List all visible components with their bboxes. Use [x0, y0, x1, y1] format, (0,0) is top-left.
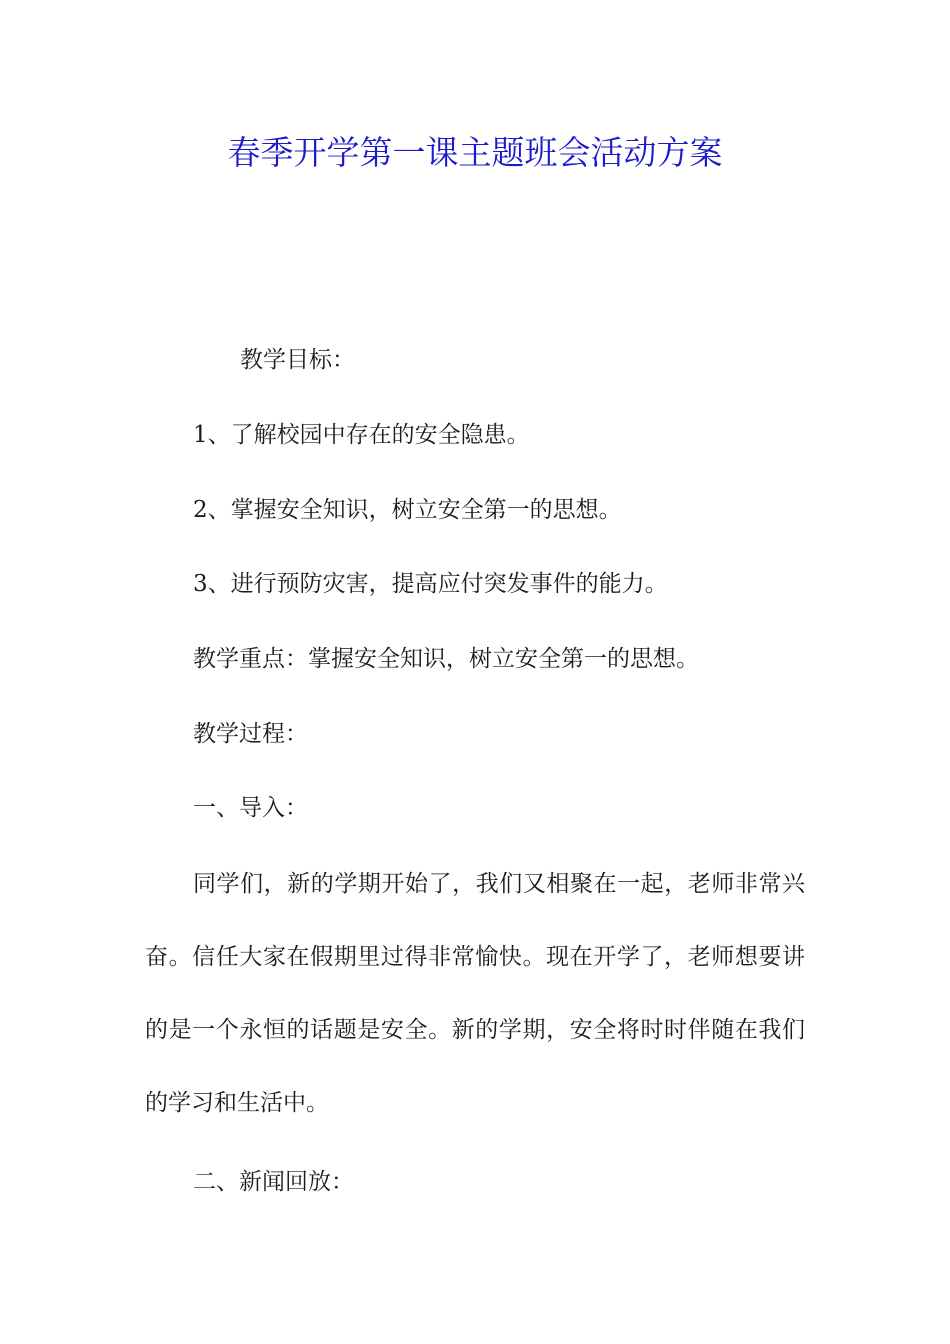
teaching-process-heading: 教学过程：	[193, 721, 308, 747]
section-two-heading: 二、新闻回放：	[193, 1169, 354, 1195]
goal-item-1: 1、了解校园中存在的安全隐患。	[193, 422, 530, 448]
section-one-heading: 一、导入：	[193, 795, 308, 821]
intro-paragraph: 同学们，新的学期开始了，我们又相聚在一起，老师非常兴奋。信任大家在假期里过得非常愉快。现在开学了，老师想要讲的是一个永恒的话题是安全。新的学期，安全将时时伴随在我们的学习和生活中。	[145, 871, 805, 1116]
teaching-focus: 教学重点：掌握安全知识，树立安全第一的思想。	[193, 646, 699, 672]
goal-item-2: 2、掌握安全知识，树立安全第一的思想。	[193, 497, 622, 523]
document-title: 春季开学第一课主题班会活动方案	[227, 133, 723, 172]
goal-item-3: 3、进行预防灾害，提高应付突发事件的能力。	[193, 571, 668, 597]
teaching-goals-heading: 教学目标：	[240, 347, 355, 373]
